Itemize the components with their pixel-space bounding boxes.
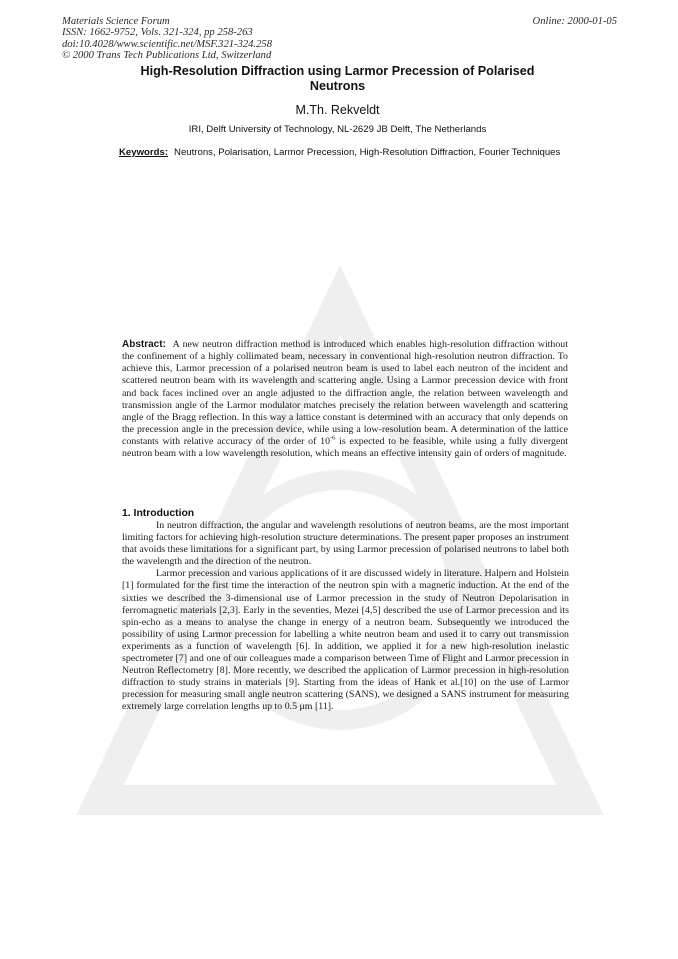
abstract-text-part2: is expected to be feasible, while using a fully divergent neutron beam with a low wavelength resolution, which means an effective intensity gain of orders of magnitude.: [122, 436, 569, 460]
intro-paragraph-1: In neutron diffraction, the angular and wavelength resolutions of neutron beams, are the most important limiting factors for achieving high-resolution structure determinations. The present paper proposes an instrument that avoids these limitations for a significant part, by using Larmor precession of polarised neutrons to label both the wavelength and the direction of the neutron.: [122, 520, 569, 568]
doi-line: doi:10.4028/www.scientific.net/MSF.321-324.258: [62, 38, 272, 50]
abstract-label: Abstract:: [122, 339, 166, 350]
keywords-text: Neutrons, Polarisation, Larmor Precession, High-Resolution Diffraction, Fourier Techniques: [174, 147, 561, 158]
abstract-block: [122, 339, 568, 461]
introduction-body: [122, 520, 569, 714]
journal-header: [62, 16, 617, 61]
title-line-1: High-Resolution Diffraction using Larmor Precession of Polarised: [140, 64, 535, 78]
abstract-text-part1: A new neutron diffraction method is introduced which enables high-resolution diffraction without the confinement of a highly collimated beam, necessary in conventional high-resolution neutron diffraction. To achieve this, Larmor precession of a polarised neutron beam is used to label each neutron of the incident and scattered neutron beam with its wavelength and scattering angle. Using a Larmor precession device with front and back faces inclined over an angle adjusted to the diffraction angle, the relation between wavelength and transmission angle of the Larmor modulator matches precisely the relation between wavelength and scattering angle of the Bragg reflection. In this way a lattice constant is determined with an accuracy that only depends on the precession angle in the precession device, while using a low-resolution beam. A determination of the lattice constants with relative accuracy of the order of 10: [122, 339, 568, 448]
intro-paragraph-2: Larmor precession and various applications of it are discussed widely in literature. Halpern and Holstein [1] formulated for the first time the interaction of the neutron spin with a magnetic induction. At the end of the sixties we described the 3-dimensional use of Larmor precession in the study of Neutron Depolarisation in ferromagnetic materials [2,3]. Early in the seventies, Mezei [4,5] described the use of Larmor precession and its spin-echo as a means to analyse the change in energy of a neutron beam. Subsequently we introduced the possibility of using Larmor precession for labelling a white neutron beam and used it to carry out transmission experiments as a function of wavelength [6]. In addition, we applied it for a new high-resolution inelastic spectrometer [7] and one of our colleagues made a comparison between Time of Flight and Larmor precession in Neutron Reflectometry [8]. More recently, we described the application of Larmor precession in high-resolution diffraction to study strains in materials [9]. Starting from the ideas of Hank et al.[10] on the use of Larmor precession for measuring small angle neutron scattering (SANS), we designed a SANS instrument for measuring extremely large correlation lengths up to 0.5 μm [11].: [122, 568, 569, 713]
author-affiliation: IRI, Delft University of Technology, NL-2629 JB Delft, The Netherlands: [188, 124, 487, 135]
online-date: Online: 2000-01-05: [532, 16, 617, 27]
section-heading-introduction: 1. Introduction: [122, 508, 195, 519]
issn-line: ISSN: 1662-9752, Vols. 321-324, pp 258-263: [62, 27, 253, 39]
journal-name: Materials Science Forum: [62, 16, 170, 27]
paper-title: [110, 64, 565, 94]
keywords-block: [119, 147, 567, 159]
title-line-2: Neutrons: [309, 79, 366, 93]
author-name: M.Th. Rekveldt: [295, 103, 380, 117]
keywords-label: Keywords:: [119, 147, 169, 158]
copyright-line: © 2000 Trans Tech Publications Ltd, Switzerland: [62, 49, 272, 61]
abstract-exponent: -6: [330, 434, 336, 442]
